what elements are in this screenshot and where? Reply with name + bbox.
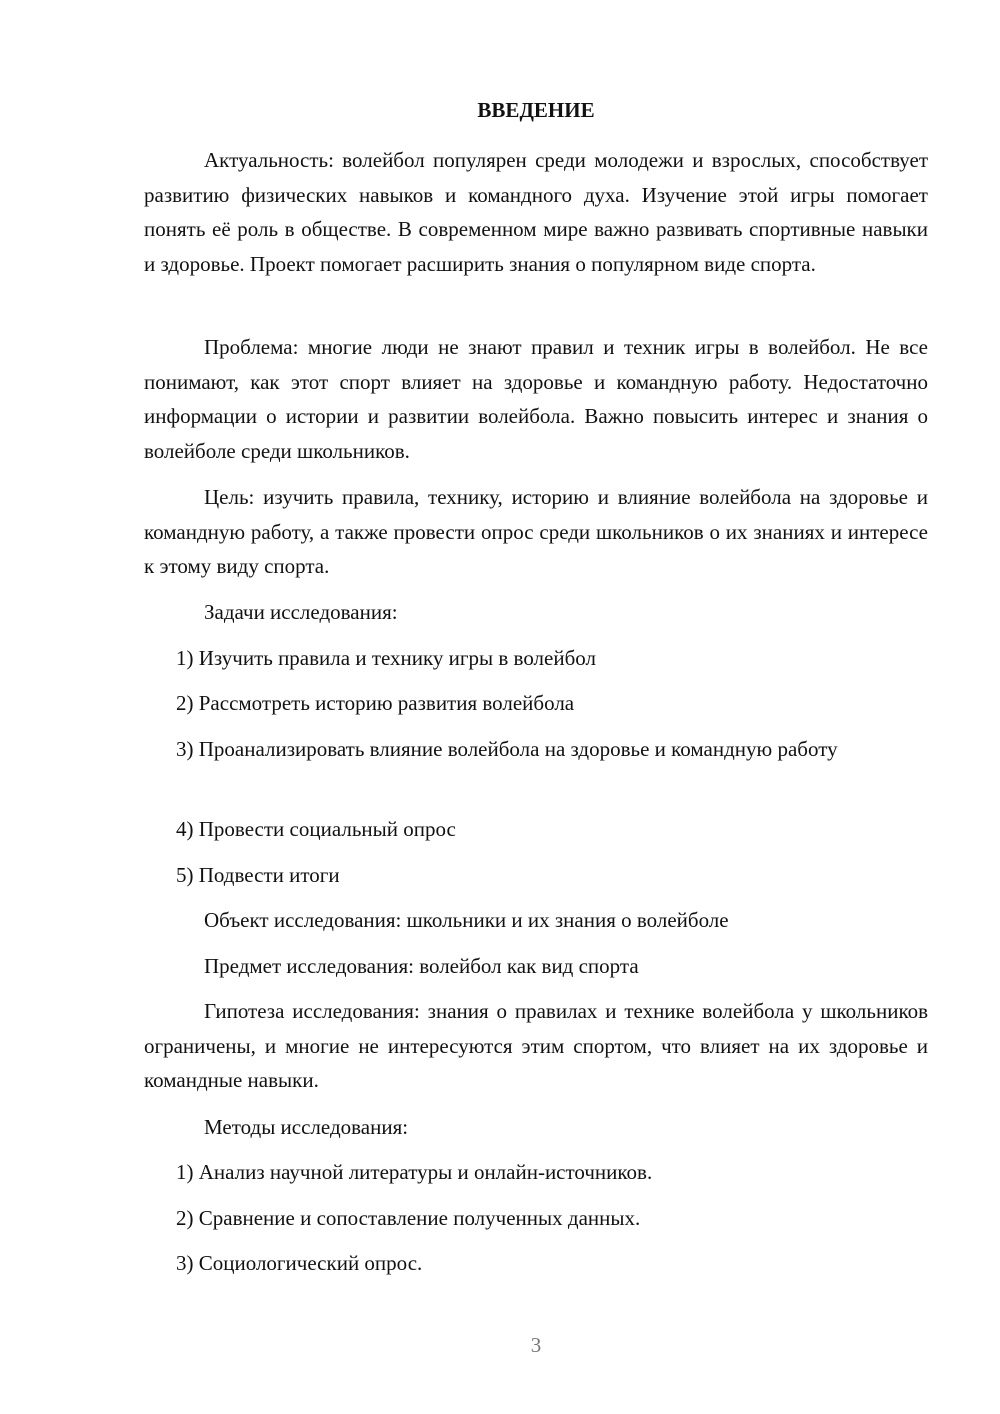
- task-item: 3) Проанализировать влияние волейбола на здоровье и командную работу: [176, 737, 838, 761]
- methods-heading: Методы исследования:: [204, 1115, 409, 1139]
- task-item: 5) Подвести итоги: [176, 863, 340, 887]
- page-title: ВВЕДЕНИЕ: [477, 98, 595, 122]
- document-page: [144, 0, 928, 1414]
- task-item: 1) Изучить правила и технику игры в волейбол: [176, 646, 596, 670]
- method-item: 3) Социологический опрос.: [176, 1251, 423, 1275]
- tasks-heading: Задачи исследования:: [204, 600, 398, 624]
- page-number: 3: [530, 1333, 542, 1357]
- method-item: 2) Сравнение и сопоставление полученных данных.: [176, 1206, 641, 1230]
- subject-line: Предмет исследования: волейбол как вид спорта: [204, 954, 639, 978]
- method-item: 1) Анализ научной литературы и онлайн-источников.: [176, 1160, 653, 1184]
- task-item: 4) Провести социальный опрос: [176, 817, 456, 841]
- problem-paragraph: Проблема: многие люди не знают правил и техник игры в волейбол. Не все понимают, как этот спорт влияет на здоровье и командную работу. Недостаточно информации о истории и развитии волейбола. Важно повысить интерес и знания о волейболе среди школьников.: [144, 335, 928, 463]
- relevance-paragraph: Актуальность: волейбол популярен среди молодежи и взрослых, способствует развитию физических навыков и командного духа. Изучение этой игры помогает понять её роль в обществе. В современном мире важно развивать спортивные навыки и здоровье. Проект помогает расширить знания о популярном виде спорта.: [144, 148, 928, 276]
- task-item: 2) Рассмотреть историю развития волейбола: [176, 691, 575, 715]
- hypothesis-paragraph: Гипотеза исследования: знания о правилах и технике волейбола у школьников ограничены, и многие не интересуются этим спортом, что влияет на их здоровье и командные навыки.: [144, 999, 928, 1093]
- object-line: Объект исследования: школьники и их знания о волейболе: [204, 908, 729, 932]
- goal-paragraph: Цель: изучить правила, технику, историю и влияние волейбола на здоровье и командную работу, а также провести опрос среди школьников о их знаниях и интересе к этому виду спорта.: [144, 485, 928, 579]
